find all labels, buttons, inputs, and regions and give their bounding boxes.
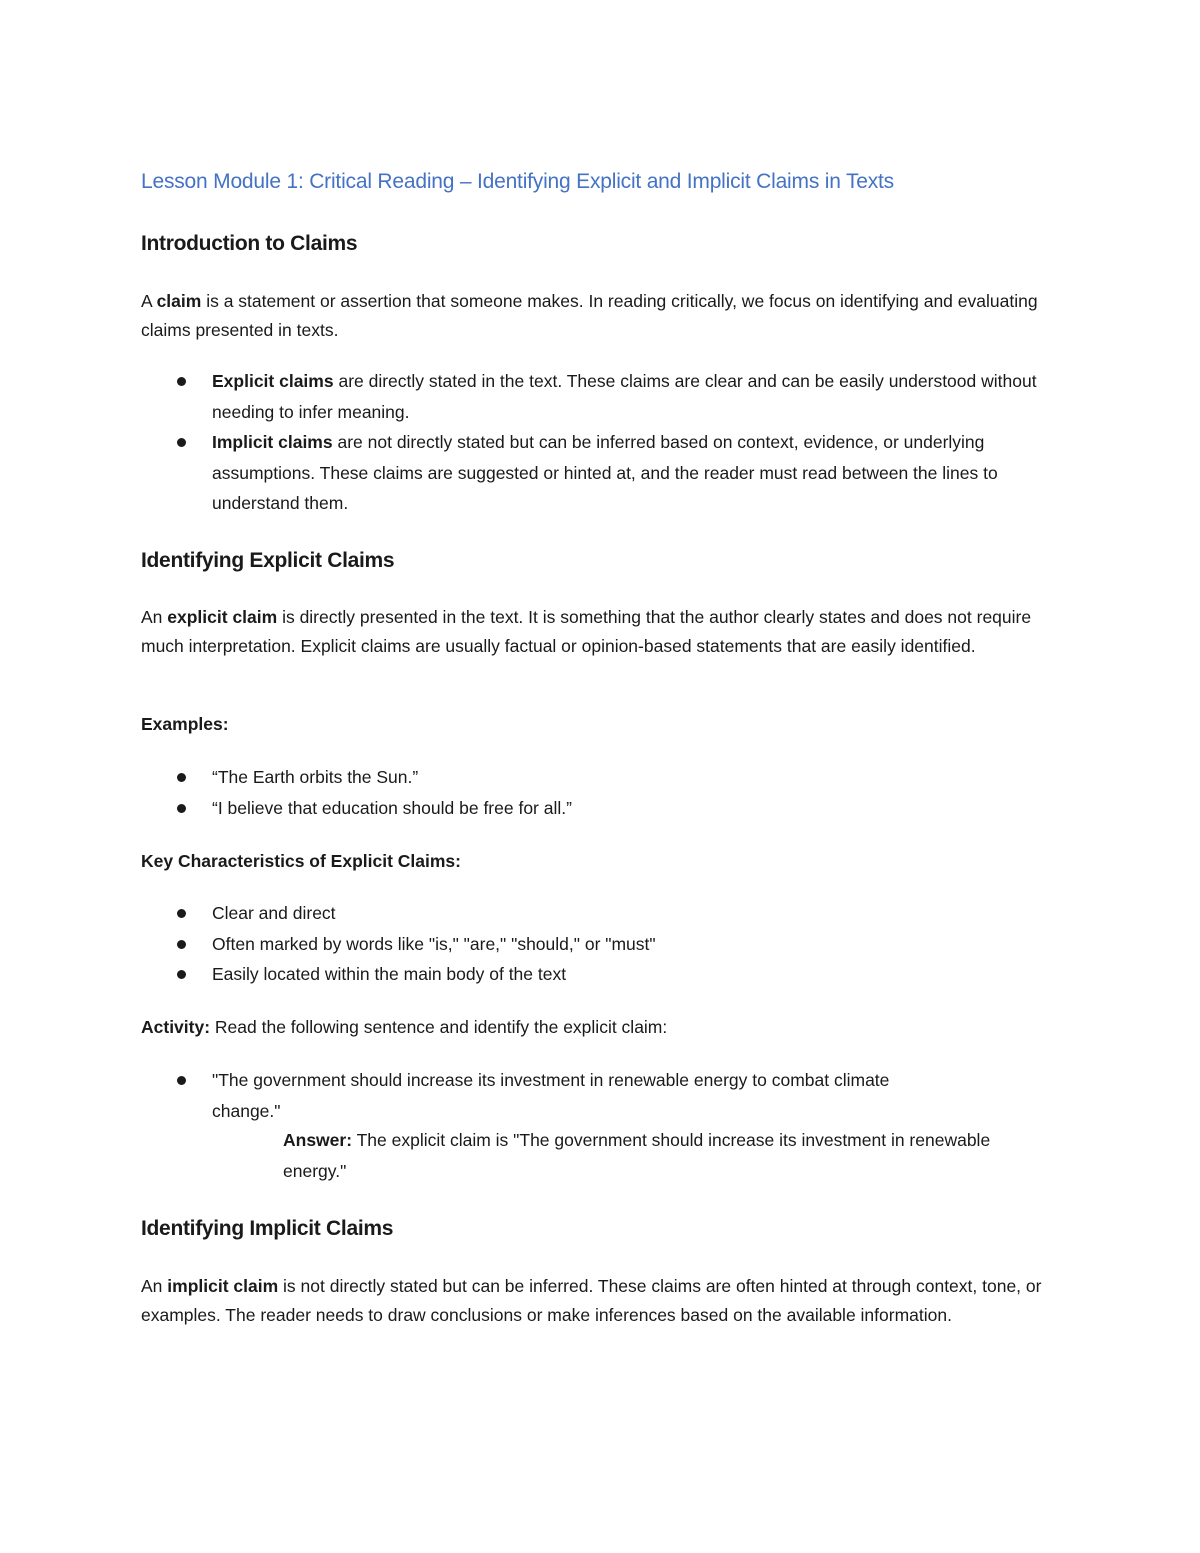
bullet-icon <box>177 970 186 979</box>
list-item <box>141 929 1071 960</box>
heading-introduction: Introduction to Claims <box>141 232 358 255</box>
activity-paragraph <box>141 1013 1066 1042</box>
list-item <box>141 1065 1071 1126</box>
intro-p-pre: A <box>141 291 157 311</box>
bullet-text: are directly stated in the text. These claims are clear and can be easily understood without needing to infer meaning. <box>212 371 1037 422</box>
activity-text: Read the following sentence and identify the explicit claim: <box>210 1017 668 1037</box>
explicit-paragraph <box>141 603 1066 660</box>
answer-text: The explicit claim is "The government should increase its investment in renewable energy." <box>283 1130 991 1181</box>
bullet-text: are not directly stated but can be inferred based on context, evidence, or underlying assumptions. These claims are suggested or hinted at, and the reader must read between the lines to understand them. <box>212 432 998 513</box>
list-item <box>141 793 1071 824</box>
heading-implicit-claims: Identifying Implicit Claims <box>141 1217 394 1240</box>
bullet-icon <box>177 377 186 386</box>
intro-p-post: is a statement or assertion that someone makes. In reading critically, we focus on identifying and evaluating claims presented in texts. <box>141 291 1038 340</box>
bullet-icon <box>177 940 186 949</box>
intro-bullet-list <box>141 366 1071 519</box>
characteristics-label: Key Characteristics of Explicit Claims: <box>141 851 461 871</box>
implicit-paragraph <box>141 1272 1066 1329</box>
explicit-p-post: is directly presented in the text. It is something that the author clearly states and does not require much interpretation. Explicit claims are usually factual or opinion-based statements that are easily identified. <box>141 607 1032 656</box>
explicit-p-pre: An <box>141 607 168 627</box>
characteristic-text: Easily located within the main body of the text <box>212 964 567 984</box>
bullet-icon <box>177 438 186 447</box>
implicit-p-pre: An <box>141 1276 168 1296</box>
example-text: “I believe that education should be free for all.” <box>212 797 572 818</box>
heading-explicit-claims: Identifying Explicit Claims <box>141 549 395 572</box>
characteristic-text: Often marked by words like "is," "are," "should," or "must" <box>212 933 656 954</box>
example-text: “The Earth orbits the Sun.” <box>212 767 419 787</box>
activity-bold: Activity: <box>141 1017 211 1037</box>
bullet-icon <box>177 1076 186 1085</box>
answer-paragraph <box>283 1125 1043 1187</box>
implicit-p-bold: implicit claim <box>167 1276 279 1296</box>
list-item <box>141 762 1071 793</box>
list-item <box>141 898 1071 929</box>
list-item <box>141 427 1071 519</box>
bullet-icon <box>177 909 186 918</box>
answer-bold: Answer: <box>283 1130 353 1150</box>
examples-label: Examples: <box>141 714 229 734</box>
characteristics-list <box>141 898 1071 990</box>
list-item <box>141 959 1071 990</box>
bullet-icon <box>177 804 186 813</box>
bullet-bold: Explicit claims <box>212 371 334 391</box>
activity-item-text: "The government should increase its investment in renewable energy to combat climate change." <box>212 1070 890 1121</box>
explicit-p-bold: explicit claim <box>167 607 278 627</box>
intro-paragraph <box>141 287 1066 344</box>
activity-list <box>141 1065 1071 1126</box>
page-title: Lesson Module 1: Critical Reading – Identifying Explicit and Implicit Claims in Texts <box>141 170 894 193</box>
implicit-p-post: is not directly stated but can be inferred. These claims are often hinted at through context, tone, or examples. The reader needs to draw conclusions or make inferences based on the available information. <box>141 1276 1042 1325</box>
intro-p-bold: claim <box>156 291 202 311</box>
bullet-icon <box>177 773 186 782</box>
characteristic-text: Clear and direct <box>212 903 336 923</box>
examples-list <box>141 762 1071 823</box>
bullet-bold: Implicit claims <box>212 432 333 452</box>
list-item <box>141 366 1071 427</box>
